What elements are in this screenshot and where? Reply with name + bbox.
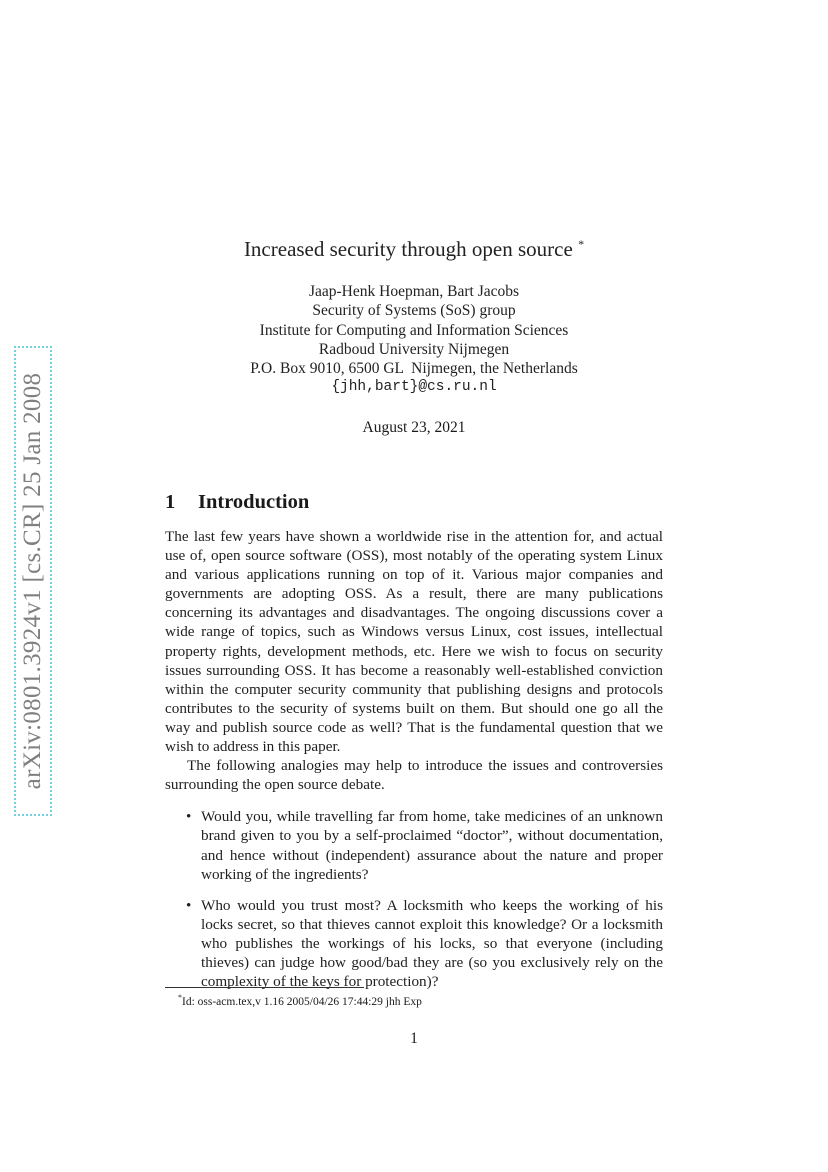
author-block — [165, 282, 663, 398]
author-names: Jaap-Henk Hoepman, Bart Jacobs — [308, 283, 520, 300]
title-footnote-marker: * — [578, 237, 585, 251]
footnote — [178, 991, 422, 1009]
footnote-text: Id: oss-acm.tex,v 1.16 2005/04/26 17:44:29 jhh Exp — [182, 995, 422, 1008]
bullet-list — [165, 807, 663, 991]
author-address: P.O. Box 9010, 6500 GL Nijmegen, the Netherlands — [250, 360, 578, 378]
section-title: Introduction — [198, 491, 310, 513]
author-group: Security of Systems (SoS) group — [312, 302, 516, 320]
arxiv-id: arXiv:0801.3924v1 [cs.CR] 25 Jan 2008 — [19, 372, 46, 790]
paper-title-text: Increased security through open source — [243, 237, 573, 261]
author-institute: Institute for Computing and Information Sciences — [259, 321, 569, 339]
section-number: 1 — [165, 491, 176, 513]
bullet-icon: • — [186, 808, 192, 826]
page-number: 1 — [410, 1030, 418, 1047]
author-email: {jhh,bart}@cs.ru.nl — [331, 379, 497, 396]
section-heading — [165, 489, 309, 515]
paragraph: The last few years have shown a worldwide rise in the attention for, and actual use of, open source software (OSS), most notably of the operating system Linux and various applications running on top of it. Various major companies and governments are adopting OSS. As a result, there are many publications concerning its advantages and disadvantages. The ongoing discussions cover a wide range of topics, such as Windows versus Linux, cost issues, intellectual property rights, development methods, etc. Here we wish to focus on security issues surrounding OSS. It has become a reasonably well-established conviction within the computer security community that publishing designs and protocols contributes to the security of systems built on them. But should one go all the way and publish source code as well? That is the fundamental question that we wish to address in this paper. — [165, 528, 663, 756]
list-item — [165, 807, 663, 883]
title-block — [165, 230, 663, 437]
body-text — [165, 527, 663, 1003]
paper-title — [165, 230, 663, 263]
footnote-rule — [165, 987, 364, 988]
author-university: Radboud University Nijmegen — [318, 340, 510, 358]
bullet-icon: • — [186, 896, 192, 914]
arxiv-stamp — [14, 346, 52, 816]
footnote-marker: * — [178, 993, 182, 1002]
list-item-text: Who would you trust most? A locksmith who keeps the working of his locks secret, so that thieves cannot exploit this knowledge? Or a locksmith who publishes the workings of his locks, so that everyone (including thieves) can judge how good/bad they are (so you exclusively rely on the complexity of the keys for protection)? — [201, 896, 663, 991]
list-item-text: Would you, while travelling far from home, take medicines of an unknown brand given to you by a self-proclaimed “doctor”, without documentation, and hence without (independent) assurance about the nature and proper working of the ingredients? — [201, 808, 663, 883]
paragraph: The following analogies may help to introduce the issues and controversies surrounding the open source debate. — [165, 757, 663, 794]
paper-date: August 23, 2021 — [362, 418, 466, 436]
list-item — [165, 896, 663, 991]
